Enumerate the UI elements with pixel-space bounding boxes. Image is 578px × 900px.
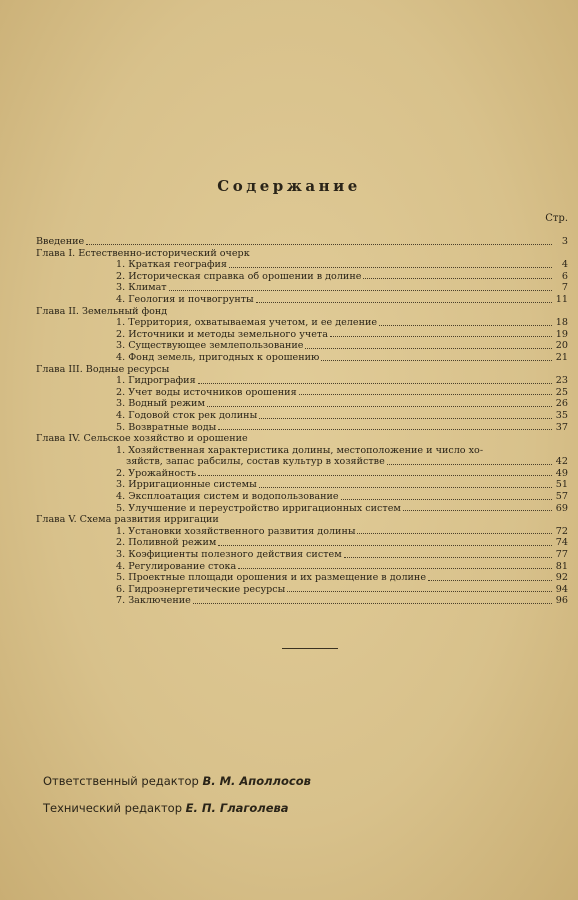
- tech-editor-label: Технический редактор: [43, 801, 182, 815]
- toc-entry: [36, 549, 568, 561]
- toc-entry-title: 1. Установки хозяйственного развития долины: [116, 525, 356, 537]
- dot-leader: [403, 510, 552, 511]
- toc-entry: [36, 271, 568, 283]
- toc-chapter: [36, 364, 568, 376]
- toc-page-number: 57: [555, 491, 568, 503]
- toc-page-number: 94: [555, 583, 568, 595]
- toc-entry-title: 3. Коэфициенты полезного действия систем: [116, 549, 342, 561]
- dot-leader: [238, 568, 552, 569]
- toc-entry-title: 5. Улучшение и переустройство ирригационных систем: [116, 502, 401, 514]
- dot-leader: [287, 591, 552, 592]
- toc-entry: [36, 572, 568, 584]
- toc-page-number: 11: [555, 293, 568, 305]
- toc-entry-title: 6. Гидроэнергетические ресурсы: [116, 583, 286, 595]
- toc-page-number: 18: [555, 317, 568, 329]
- toc-entry: [36, 410, 568, 422]
- dot-leader: [330, 336, 552, 337]
- toc-entry-title: 5. Возвратные воды: [116, 421, 217, 433]
- toc-entry: [36, 352, 568, 364]
- dot-leader: [259, 418, 552, 419]
- toc-chapter: [36, 514, 568, 526]
- toc-entry: [36, 317, 568, 329]
- toc-entry-title: 1. Хозяйственная характеристика долины, местоположение и число хо-: [116, 444, 484, 456]
- toc-entry: [36, 526, 568, 538]
- toc-entry-title: 4. Геология и почвогрунты: [116, 293, 254, 305]
- toc-entry: [36, 595, 568, 607]
- toc-page-number: 42: [555, 456, 568, 468]
- toc-entry-title: 5. Проектные площади орошения и их размещение в долине: [116, 572, 426, 584]
- toc-entry-title: Введение: [36, 236, 85, 247]
- toc-page-number: 21: [555, 351, 568, 363]
- page-title: Содержание: [217, 177, 361, 195]
- toc-page-number: 92: [555, 572, 568, 584]
- toc-page-number: 26: [555, 398, 568, 410]
- toc-chapter: [36, 248, 568, 260]
- toc-entry-title: 4. Фонд земель, пригодных к орошению: [116, 351, 320, 363]
- toc-page-number: 35: [555, 409, 568, 421]
- toc-page-number: 96: [555, 595, 568, 607]
- toc-entry-title: Глава V. Схема развития ирригации: [36, 514, 219, 526]
- dot-leader: [299, 394, 552, 395]
- toc-chapter: [36, 236, 568, 248]
- dot-leader: [357, 533, 552, 534]
- toc-entry: [36, 387, 568, 399]
- toc-entry-title: 2. Историческая справка об орошении в долине: [116, 270, 362, 282]
- toc-entry-title: 2. Поливной режим: [116, 537, 217, 549]
- toc-page-number: 51: [555, 479, 568, 491]
- dot-leader: [305, 348, 552, 349]
- toc-entry: [36, 479, 568, 491]
- dot-leader: [321, 360, 552, 361]
- toc-page-number: 7: [561, 282, 568, 294]
- toc-page-number: 72: [555, 525, 568, 537]
- toc-entry-title: 4. Годовой сток рек долины: [116, 409, 258, 421]
- dot-leader: [198, 383, 552, 384]
- toc-entry: [36, 294, 568, 306]
- dot-leader: [341, 499, 552, 500]
- toc-page-number: 81: [555, 560, 568, 572]
- toc-page-number: 6: [561, 270, 568, 282]
- dot-leader: [207, 406, 552, 407]
- dot-leader: [218, 429, 552, 430]
- toc-entry-title: 3. Существующее землепользование: [116, 340, 304, 352]
- toc-entry-title: 1. Территория, охватываемая учетом, и ее деление: [116, 317, 378, 329]
- toc-entry: [36, 282, 568, 294]
- dot-leader: [344, 557, 552, 558]
- toc-entry: [36, 537, 568, 549]
- toc-entry-title: 1. Краткая география: [116, 259, 227, 271]
- toc-entry-title: 7. Заключение: [116, 595, 191, 607]
- dot-leader: [169, 290, 552, 291]
- divider: [282, 648, 338, 649]
- toc-entry-title: 2. Учет воды источников орошения: [116, 386, 297, 398]
- toc-entry: [36, 422, 568, 434]
- dot-leader: [259, 487, 552, 488]
- dot-leader: [198, 475, 552, 476]
- toc-page-number: 20: [555, 340, 568, 352]
- toc-entry: [36, 398, 568, 410]
- toc-page-number: 77: [555, 549, 568, 561]
- toc-entry-title: 2. Урожайность: [116, 467, 197, 479]
- toc-chapter: [36, 433, 568, 445]
- toc-entry-title: 3. Водный режим: [116, 398, 205, 410]
- toc-page-number: 37: [555, 421, 568, 433]
- technical-editor: [43, 801, 289, 815]
- toc-chapter: [36, 306, 568, 318]
- toc-entry-title: Глава II. Земельный фонд: [36, 305, 168, 317]
- toc-entry-title: Глава I. Естественно-исторический очерк: [36, 247, 250, 259]
- toc-entry: [36, 375, 568, 387]
- dot-leader: [86, 244, 552, 245]
- toc-page-number: 4: [561, 259, 568, 271]
- toc-entry: [36, 259, 568, 271]
- toc-entry-title: Глава IV. Сельское хозяйство и орошение: [36, 433, 248, 445]
- toc-page-number: 74: [555, 537, 568, 549]
- toc-entry: [36, 491, 568, 503]
- toc-page-number: 69: [555, 502, 568, 514]
- toc-entry-title: 4. Регулирование стока: [116, 560, 237, 572]
- toc-entry: [36, 584, 568, 596]
- toc-entry-title: зяйств, запас рабсилы, состав культур в хозяйстве: [126, 456, 385, 468]
- toc-entry-title: 4. Эксплоатация систем и водопользование: [116, 491, 339, 503]
- dot-leader: [193, 603, 552, 604]
- table-of-contents: [36, 236, 568, 607]
- toc-entry: [36, 329, 568, 341]
- toc-page-number: 23: [555, 375, 568, 387]
- page-column-label: Стр.: [545, 213, 568, 224]
- toc-page-number: 3: [561, 236, 568, 247]
- dot-leader: [363, 278, 552, 279]
- dot-leader: [379, 325, 552, 326]
- toc-entry: [36, 468, 568, 480]
- toc-page-number: 19: [555, 328, 568, 340]
- dot-leader: [218, 545, 552, 546]
- toc-page-number: 49: [555, 467, 568, 479]
- dot-leader: [229, 267, 552, 268]
- tech-editor-name: Е. П. Глаголева: [185, 801, 289, 815]
- toc-page-number: 25: [555, 386, 568, 398]
- editor-name: В. М. Аполлосов: [202, 774, 311, 788]
- editor-label: Ответственный редактор: [43, 774, 199, 788]
- toc-entry-title: 3. Климат: [116, 282, 167, 294]
- toc-entry: [36, 445, 568, 457]
- dot-leader: [428, 580, 552, 581]
- toc-entry: [36, 561, 568, 573]
- toc-entry-continuation: [36, 456, 568, 468]
- toc-entry-title: Глава III. Водные ресурсы: [36, 363, 170, 375]
- toc-entry-title: 2. Источники и методы земельного учета: [116, 328, 328, 340]
- toc-entry: [36, 340, 568, 352]
- toc-entry: [36, 503, 568, 515]
- responsible-editor: [43, 774, 311, 788]
- dot-leader: [256, 302, 552, 303]
- dot-leader: [387, 464, 552, 465]
- toc-entry-title: 3. Ирригационные системы: [116, 479, 257, 491]
- toc-entry-title: 1. Гидрография: [116, 375, 196, 387]
